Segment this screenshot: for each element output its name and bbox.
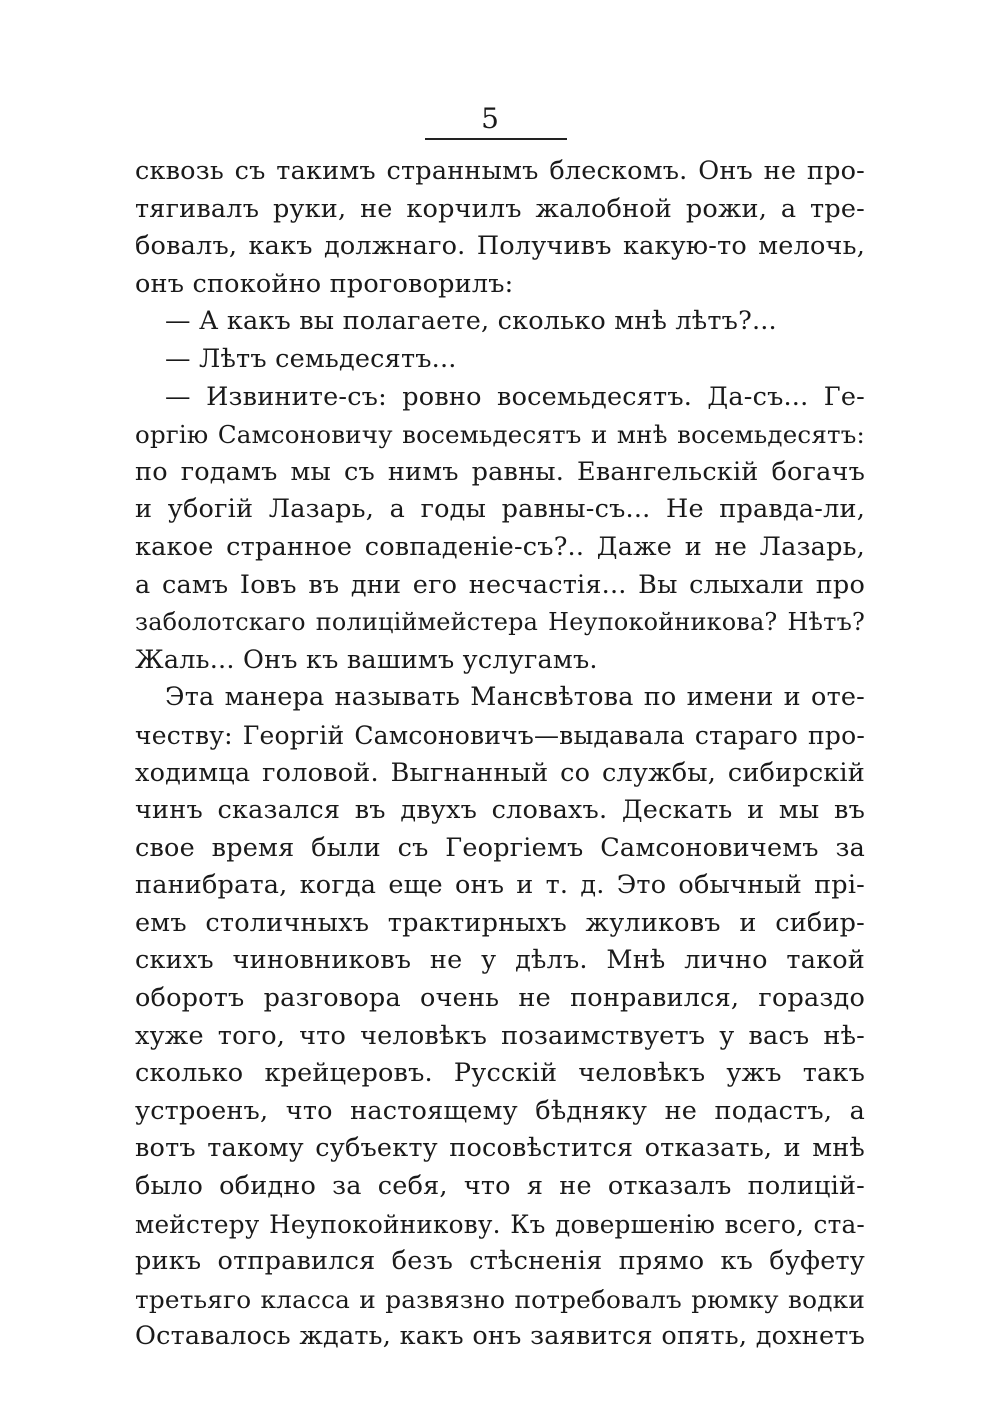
text-line: ходимца головой. Выгнанный со службы, сибирскій xyxy=(135,757,865,788)
text-line: и убогій Лазарь, а годы равны-съ... Не правда-ли, xyxy=(135,494,865,525)
text-line: вотъ такому субъекту посовѣстится отказать, и мнѣ xyxy=(135,1133,865,1164)
text-line: бовалъ, какъ должнаго. Получивъ какую-то мелочь, xyxy=(135,231,865,262)
text-line: свое время были съ Георгіемъ Самсоновичемъ за xyxy=(135,832,865,863)
text-line: сквозь съ такимъ страннымъ блескомъ. Онъ не про- xyxy=(135,156,865,186)
text-line: скихъ чиновниковъ не у дѣлъ. Мнѣ лично такой xyxy=(135,945,865,976)
text-line: устроенъ, что настоящему бѣдняку не подастъ, а xyxy=(135,1095,865,1126)
page-number-rule xyxy=(425,138,567,140)
text-line: оргію Самсоновичу восемьдесятъ и мнѣ восемьдесятъ: xyxy=(135,420,865,450)
text-line: сколько крейцеровъ. Русскій человѣкъ ужъ такъ xyxy=(135,1058,865,1089)
text-line: хуже того, что человѣкъ позаимствуетъ у васъ нѣ- xyxy=(135,1020,865,1051)
dialogue-line: — Извините-съ: ровно восемьдесятъ. Да-съ... Ге- xyxy=(165,381,865,412)
paragraph-first-line: Эта манера называть Мансвѣтова по имени и оте- xyxy=(165,682,865,713)
text-line: рикъ отправился безъ стѣсненія прямо къ буфету xyxy=(135,1246,865,1277)
text-line: заболотскаго полицiймейстера Неупокойникова? Нѣтъ? xyxy=(135,608,865,637)
text-line: панибрата, когда еще онъ и т. д. Это обычный прі- xyxy=(135,870,865,901)
text-line: какое странное совпаденіе-съ?.. Даже и не Лазарь, xyxy=(135,531,865,562)
page-number: 5 xyxy=(481,102,499,135)
text-line: честву: Георгій Самсоновичъ—выдавала стараго про- xyxy=(135,720,865,750)
text-line: третьяго класса и развязно потребовалъ рюмку водки xyxy=(135,1284,865,1314)
text-line: чинъ сказался въ двухъ словахъ. Дескать и мы въ xyxy=(135,795,865,826)
text-line: оборотъ разговора очень не понравился, гораздо xyxy=(135,983,865,1014)
text-line: Оставалось ждать, какъ онъ заявится опять, дохнетъ xyxy=(135,1321,865,1352)
body-text xyxy=(135,153,865,1356)
text-line: тягивалъ руки, не корчилъ жалобной рожи, а тре- xyxy=(135,193,865,224)
text-line: а самъ Іовъ въ дни его несчастія... Вы слыхали про xyxy=(135,569,865,600)
dialogue-line: — Лѣтъ семьдесятъ... xyxy=(165,343,457,374)
text-line: мейстеру Неупокойникову. Къ довершенію всего, ста- xyxy=(135,1209,865,1239)
dialogue-line: — А какъ вы полагаете, сколько мнѣ лѣтъ?... xyxy=(165,306,777,337)
text-line: было обидно за себя, что я не отказалъ полицiй- xyxy=(135,1171,865,1202)
text-line: онъ спокойно проговорилъ: xyxy=(135,268,514,299)
text-line: Жаль... Онъ къ вашимъ услугамъ. xyxy=(135,644,598,675)
text-line: емъ столичныхъ трактирныхъ жуликовъ и сибир- xyxy=(135,907,865,938)
text-line: по годамъ мы съ нимъ равны. Евангельскій богачъ xyxy=(135,456,865,487)
